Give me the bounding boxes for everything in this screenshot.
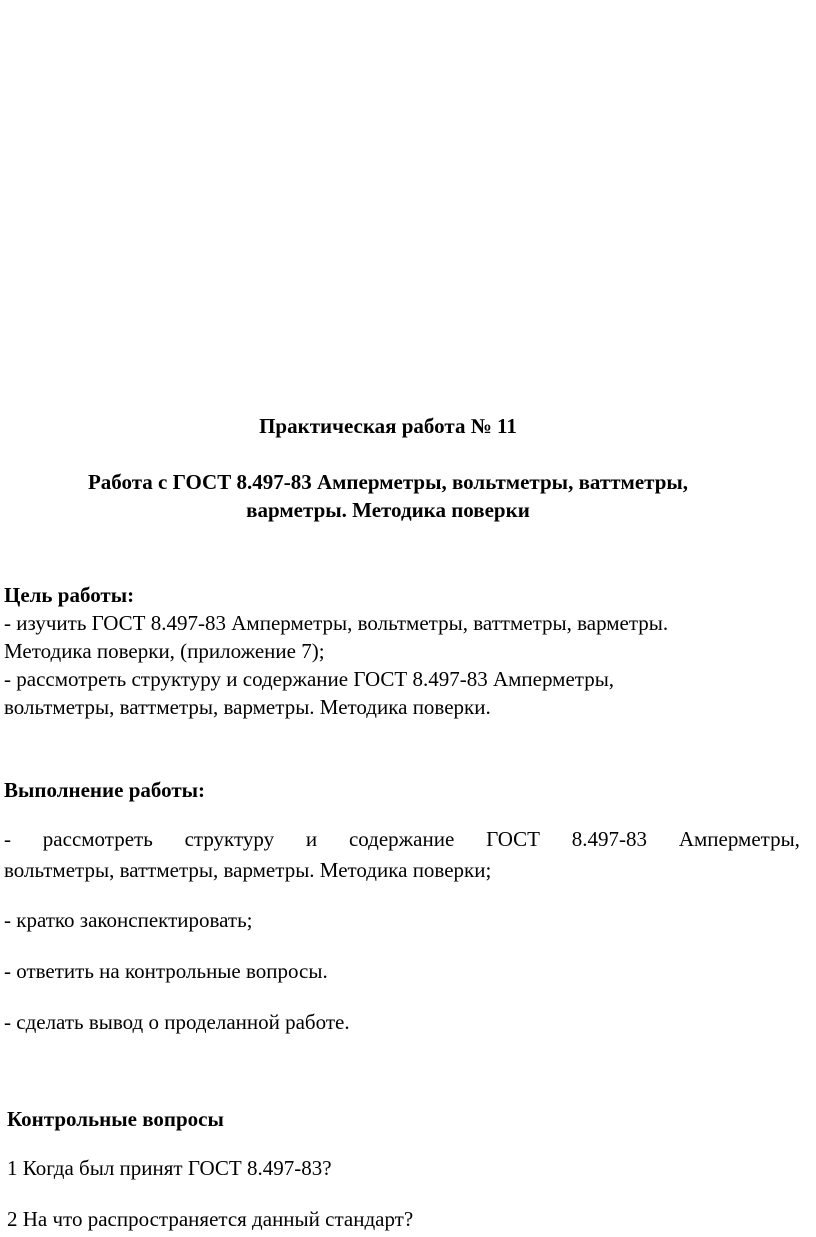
execution-item-1-line-1: [4, 826, 800, 852]
word: и: [305, 827, 318, 851]
word: 8.497-83: [571, 827, 648, 851]
document-title: Практическая работа № 11: [259, 414, 517, 438]
word: рассмотреть: [42, 827, 153, 851]
question-1: 1 Когда был принят ГОСТ 8.497-83?: [7, 1156, 332, 1180]
goal-line-2: Методика поверки, (приложение 7);: [4, 639, 325, 663]
execution-heading: Выполнение работы:: [4, 778, 206, 802]
goal-line-4: вольтметры, ваттметры, варметры. Методика поверки.: [4, 695, 491, 719]
execution-item-1-line-2: вольтметры, ваттметры, варметры. Методика поверки;: [4, 858, 492, 882]
questions-heading: Контрольные вопросы: [7, 1107, 224, 1131]
document-subtitle-line-1: Работа с ГОСТ 8.497-83 Амперметры, вольтметры, ваттметры,: [87, 470, 689, 494]
word: ГОСТ: [486, 827, 540, 851]
execution-item-4: - сделать вывод о проделанной работе.: [4, 1010, 350, 1034]
goal-line-3: - рассмотреть структуру и содержание ГОСТ 8.497-83 Амперметры,: [4, 667, 615, 691]
document-subtitle-line-2: варметры. Методика поверки: [246, 498, 530, 522]
goal-heading: Цель работы:: [4, 583, 135, 607]
word: -: [4, 827, 11, 851]
question-2: 2 На что распространяется данный стандарт?: [7, 1207, 414, 1231]
word: содержание: [348, 827, 455, 851]
word: структуру: [184, 827, 275, 851]
execution-item-2: - кратко законспектировать;: [4, 908, 253, 932]
goal-line-1: - изучить ГОСТ 8.497-83 Амперметры, вольтметры, ваттметры, варметры.: [4, 611, 669, 635]
execution-item-3: - ответить на контрольные вопросы.: [4, 959, 328, 983]
word: Амперметры,: [678, 827, 800, 851]
